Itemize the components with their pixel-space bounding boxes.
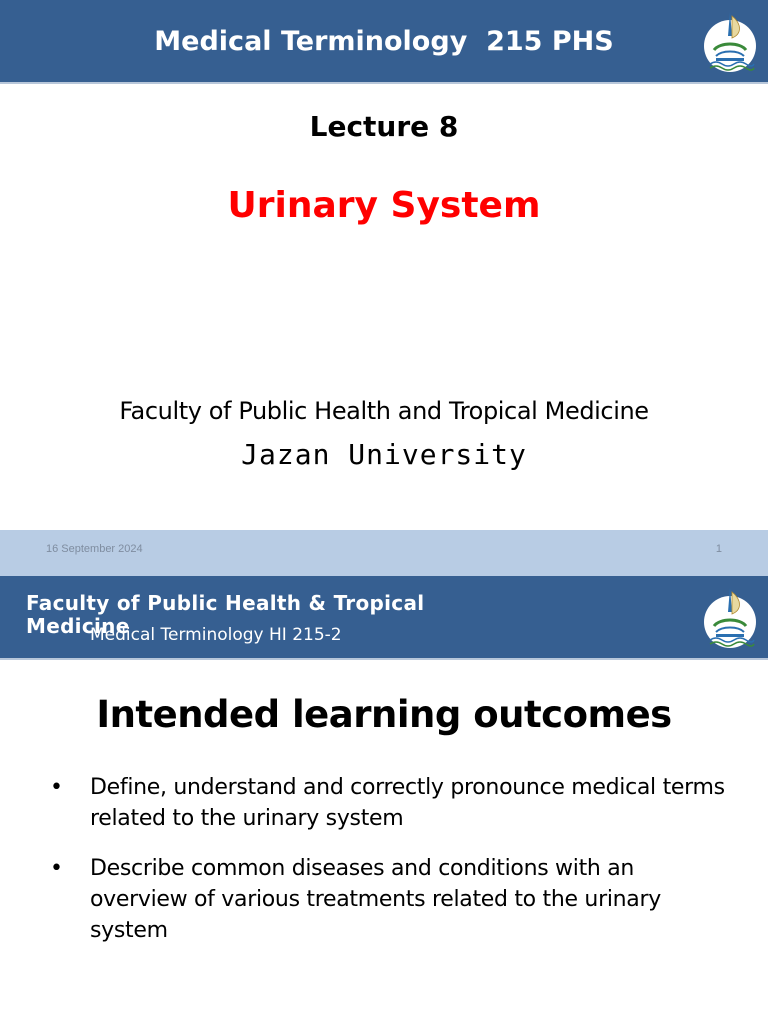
outcomes-slide: [0, 576, 768, 1024]
slide-footer: [0, 530, 768, 576]
header-course: Medical Terminology HI 215-2: [90, 625, 342, 645]
course-title: Medical Terminology 215 PHS: [154, 26, 614, 57]
list-item-text: Define, understand and correctly pronounce medical terms related to the urinary system: [90, 775, 725, 831]
list-item: [46, 853, 726, 946]
bullet-icon: •: [50, 775, 63, 800]
footer-page-number: 1: [715, 543, 722, 555]
university-logo-icon: [702, 582, 758, 654]
faculty-name: Faculty of Public Health and Tropical Medicine: [119, 397, 649, 425]
list-item-text: Describe common diseases and conditions with an overview of various treatments related to the urinary system: [90, 856, 661, 943]
footer-date: 16 September 2024: [46, 543, 143, 555]
lecture-topic: Urinary System: [227, 185, 541, 226]
university-name: Jazan University: [241, 438, 527, 471]
university-logo-icon: [702, 6, 758, 78]
bullet-icon: •: [50, 856, 63, 881]
header-faculty: Faculty of Public Health & Tropical Medicine: [26, 591, 425, 638]
lecture-number: Lecture 8: [309, 110, 459, 143]
slide-title: Intended learning outcomes: [96, 693, 672, 736]
slide-header: [0, 576, 768, 660]
list-item: [46, 772, 726, 834]
outcomes-list: [46, 772, 726, 965]
slide-header: [0, 0, 768, 84]
